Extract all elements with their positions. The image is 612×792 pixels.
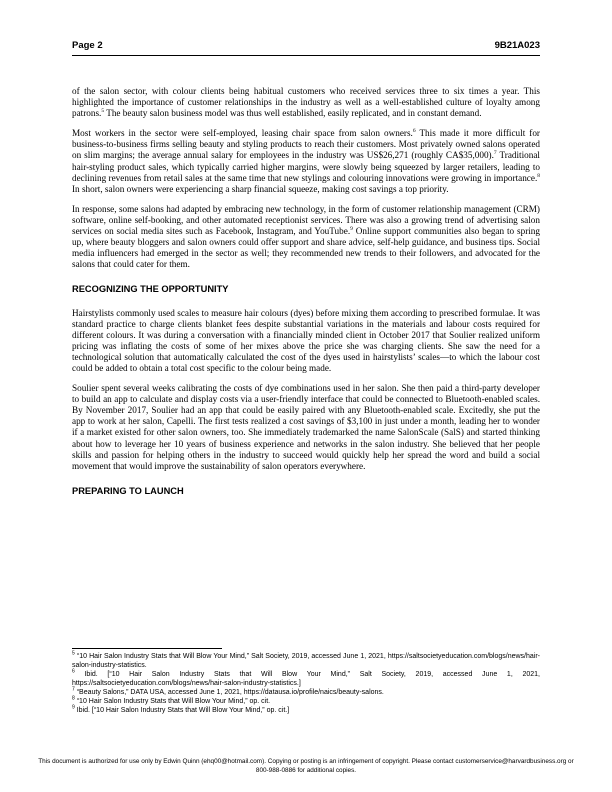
page-label: Page 2 (72, 40, 103, 51)
copyright-notice (6, 757, 606, 775)
footnote-number: 9 (72, 704, 75, 711)
footnote-number: 5 (72, 650, 75, 657)
footnote-marker: 8 (537, 172, 540, 179)
paragraph-text: The beauty salon business model was thus well established, easily replicated, and in constant demand. (104, 108, 482, 119)
footnote-divider (72, 648, 222, 649)
footnotes (72, 652, 540, 715)
paragraph-text: Most workers in the sector were self-employed, leasing chair space from salon owners. (72, 128, 413, 139)
header-divider (72, 55, 540, 56)
footnote (72, 670, 540, 688)
paragraph-text: In short, salon owners were experiencing a sharp financial squeeze, making cost savings a top priority. (72, 183, 449, 194)
footnote-marker: 9 (350, 225, 353, 232)
paragraph-text: Hairstylists commonly used scales to measure hair colours (dyes) before mixing them according to prescribed formulae. It was standard practice to charge clients blanket fees despite substantial variations in the materials and labour costs required for different colours. It was during a conversation with a financially minded client in October 2017 that Soulier realized uniform pricing was inflating the costs of some of her mixes above the price she was charging clients. She saw the need for a technological solution that automatically calculated the cost of the dyes used in hairstylists’ scales—to which the labour cost could be added to obtain a total cost specific to the colour being made. (72, 307, 540, 373)
body-paragraph (72, 204, 540, 271)
paragraph-text: Soulier spent several weeks calibrating the costs of dye combinations used in her salon. She then paid a third-party developer to build an app to calculate and display costs via a user-friendly interface that could be connected to Bluetooth-enabled scales. By November 2017, Soulier had an app that could be easily paired with any Bluetooth-enabled scale. Excitedly, she put the app to work at her salon, Capelli. The first tests realized a cost savings of $3,100 in just under a month, leading her to wonder if a market existed for other salon owners, too. She immediately trademarked the name SalonScale (SalS) and started thinking about how to leverage her 10 years of business experience and networks in the salon industry. She believed that her people skills and passion for helping others in the industry to succeed would quickly help her spread the word and build a social movement that would improve the sustainability of salon operators everywhere. (72, 383, 540, 471)
section-heading-recognizing-the-opportunity: RECOGNIZING THE OPPORTUNITY (72, 284, 229, 295)
page-header (72, 40, 540, 54)
footnote-text: “10 Hair Salon Industry Stats that Will Blow Your Mind,” op. cit. (74, 698, 271, 705)
footnote-text: “10 Hair Salon Industry Stats that Will Blow Your Mind,” Salt Society, 2019, accessed June 1, 2021, https://saltsocietyeducation.com/blogs/news/hair-salon-industry-statistics. (72, 653, 540, 669)
body-paragraph (72, 383, 540, 472)
body-paragraph (72, 128, 540, 195)
footnote-text: “Beauty Salons,” DATA USA, accessed June 1, 2021, https://datausa.io/profile/naics/beauty-salons. (74, 689, 384, 696)
paragraph-text: This made it more difficult for business-to-business firms selling beauty and styling products to reach their customers. Most privately owned salons operated on slim margins; the average annual salary for employees in the industry was US$26,271 (roughly CA$35,000). (72, 128, 540, 161)
paragraph-text: Traditional hair-styling product sales, which typically carried higher margins, were slowly being squeezed by larger retailers, leading to declining revenues from retail sales at the same time that new stylings and colouring innovations were growing in importance. (72, 150, 540, 183)
footnote (72, 688, 540, 697)
body-paragraph (72, 86, 540, 119)
paragraph-text: Online support communities also began to spring up, where beauty bloggers and salon owners could offer support and share advice, self-help guidance, and business tips. Social media influencers had emerged in the sector as well; they recommended new trends to their followers, and advocated for the salons that could cater for them. (72, 226, 540, 270)
body-text (72, 86, 540, 509)
paragraph-group-opportunity (72, 308, 540, 472)
body-paragraph (72, 308, 540, 375)
footnote (72, 697, 540, 706)
footnote-number: 6 (72, 668, 75, 675)
footnote (72, 652, 540, 670)
footnote-marker: 5 (101, 108, 105, 115)
footnote-number: 7 (72, 686, 75, 693)
copyright-notice-line1: This document is authorized for use only by Edwin Quinn (ehq00@hotmail.com). Copying or posting is an infringement of copyright. Please contact customerservice@harvardbusiness.org or (38, 758, 574, 765)
section-heading-preparing-to-launch: PREPARING TO LAUNCH (72, 485, 184, 496)
footnote-marker: 6 (412, 128, 416, 135)
copyright-notice-line2: 800-988-0886 for additional copies. (255, 767, 357, 774)
paragraph-text: of the salon sector, with colour clients being habitual customers who received services three to six times a year. This highlighted the importance of customer relationships in the industry as well as a well-established culture of loyalty among patrons. (72, 86, 540, 119)
footnote-marker: 7 (493, 150, 497, 157)
paragraph-text: In response, some salons had adapted by embracing new technology, in the form of customer relationship management (CRM) software, online self-booking, and other automated receptionist services. There was also a growing trend of advertising salon services on social media sites such as Facebook, Instagram, and YouTube. (72, 203, 540, 237)
case-id: 9B21A023 (494, 40, 540, 51)
footnote (72, 706, 540, 715)
paragraph-group-context (72, 86, 540, 270)
footnote-number: 8 (72, 695, 75, 702)
footnote-text: Ibid. [“10 Hair Salon Industry Stats that Will Blow Your Mind,” op. cit.] (74, 707, 290, 714)
footnote-text: Ibid. [“10 Hair Salon Industry Stats that Will Blow Your Mind,” Salt Society, 2019, accessed June 1, 2021, https://saltsocietyeducation.com/blogs/news/hair-salon-industry-statistics.] (72, 671, 540, 687)
